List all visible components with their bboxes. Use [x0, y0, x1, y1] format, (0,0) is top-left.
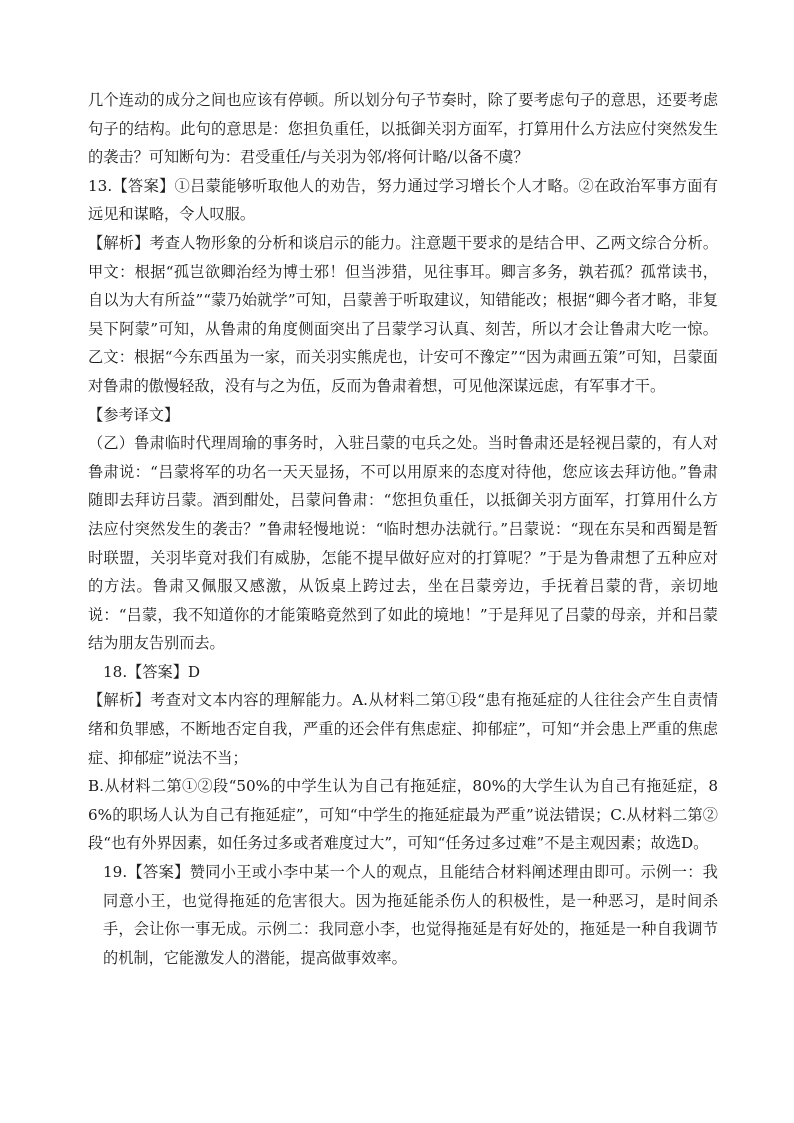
answer-13: 13.【答案】①吕蒙能够听取他人的劝告，努力通过学习增长个人才略。②在政治军事方面有远见和谋略，令人叹服。 [88, 176, 718, 224]
document-page [88, 86, 718, 972]
analysis-18-a: 【解析】考查对文本内容的理解能力。A.从材料二第①段“患有拖延症的人往往会产生自责情绪和负罪感，不断地否定自我，严重的还会伴有焦虑症、抑郁症”，可知“并会患上严重的焦虑症、抑郁症”说法不当； [88, 691, 718, 767]
reference-translation-heading: 【参考译文】 [88, 405, 180, 424]
analysis-18-bc: B.从材料二第①②段“50%的中学生认为自己有拖延症，80%的大学生认为自己有拖延症，86%的职场人认为自己有拖延症”，可知“中学生的拖延症最为严重”说法错误；C.从材料二第②段“也有外界因素，如任务过多或者难度过大”，可知“任务过多过难”不是主观因素；故选D。 [88, 777, 718, 853]
analysis-13: 【解析】考查人物形象的分析和谈启示的能力。注意题干要求的是结合甲、乙两文综合分析。甲文：根据“孤岂欲卿治经为博士邪！但当涉猎，见往事耳。卿言多务，孰若孤？孤常读书，自以为大有所益”“蒙乃始就学”可知，吕蒙善于听取建议，知错能改；根据“卿今者才略，非复吴下阿蒙”可知，从鲁肃的角度侧面突出了吕蒙学习认真、刻苦，所以才会让鲁肃大吃一惊。乙文：根据“今东西虽为一家，而关羽实熊虎也，计安可不豫定”“因为肃画五策”可知，吕蒙面对鲁肃的傲慢轻敌，没有与之为伍，反而为鲁肃着想，可见他深谋远虑，有军事才干。 [88, 233, 718, 395]
translation-yi: （乙）鲁肃临时代理周瑜的事务时，入驻吕蒙的屯兵之处。当时鲁肃还是轻视吕蒙的，有人对鲁肃说：“吕蒙将军的功名一天天显扬，不可以用原来的态度对待他，您应该去拜访他。”鲁肃随即去拜访吕蒙。酒到酣处，吕蒙问鲁肃：“您担负重任，以抵御关羽方面军，打算用什么方法应付突然发生的袭击？”鲁肃轻慢地说：“临时想办法就行。”吕蒙说：“现在东吴和西蜀是暂时联盟，关羽毕竟对我们有威胁，怎能不提早做好应对的打算呢？”于是为鲁肃想了五种应对的方法。鲁肃又佩服又感激，从饭桌上跨过去，坐在吕蒙旁边，手抚着吕蒙的背，亲切地说：“吕蒙，我不知道你的才能策略竟然到了如此的境地！”于是拜见了吕蒙的母亲，并和吕蒙结为朋友告别而去。 [88, 434, 718, 653]
answer-18: 18.【答案】D [103, 662, 201, 681]
answer-19: 19.【答案】赞同小王或小李中某一个人的观点，且能结合材料阐述理由即可。示例一：我同意小王，也觉得拖延的危害很大。因为拖延能杀伤人的积极性，是一种恶习，是时间杀手，会让你一事无成。示例二：我同意小李，也觉得拖延是有好处的，拖延是一种自我调节的机制，它能激发人的潜能，提高做事效率。 [103, 863, 718, 967]
paragraph-sentence-rhythm: 几个连动的成分之间也应该有停顿。所以划分句子节奏时，除了要考虑句子的意思，还要考虑句子的结构。此句的意思是：您担负重任，以抵御关羽方面军，打算用什么方法应付突然发生的袭击？可知断句为：君受重任/与关羽为邻/将何计略/以备不虞？ [88, 91, 718, 167]
